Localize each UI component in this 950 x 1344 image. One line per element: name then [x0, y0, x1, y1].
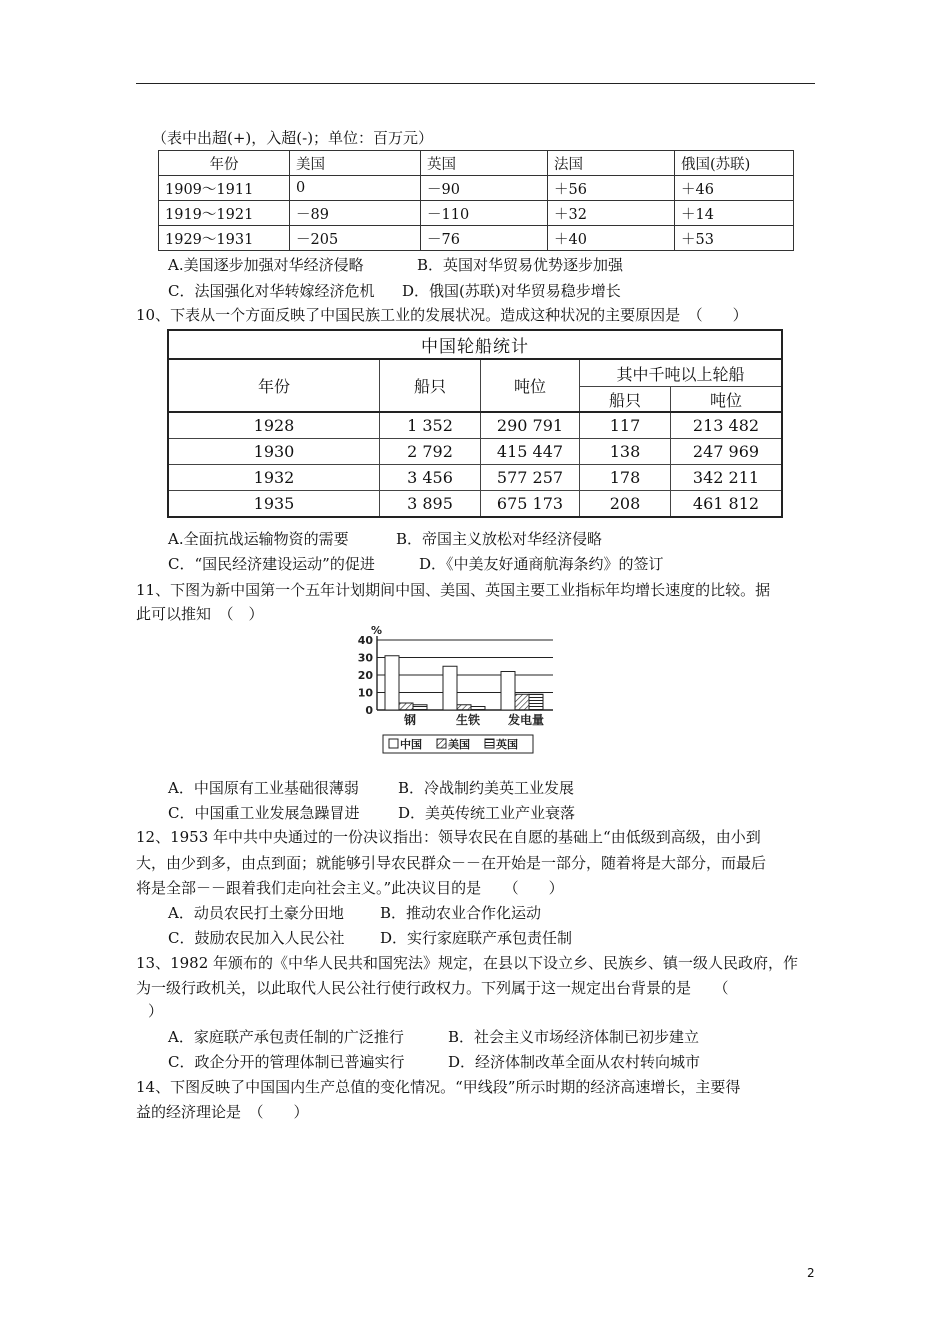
q10-option-d[interactable]: D．《中美友好通商航海条约》的签订 [419, 555, 664, 573]
steamship-table-title: 中国轮船统计 [168, 330, 782, 359]
y-tick-label: 10 [357, 686, 373, 700]
q12-option-c[interactable]: C．鼓励农民加入人民公社 [168, 929, 345, 947]
q11-option-a[interactable]: A．中国原有工业基础很薄弱 [168, 779, 359, 797]
header-france: 法国 [548, 151, 675, 176]
cell: －205 [290, 226, 421, 251]
cell: 213 482 [671, 412, 783, 439]
header-russia: 俄国(苏联) [675, 151, 794, 176]
cell: 1929～1931 [159, 226, 290, 251]
table-row [159, 176, 794, 201]
q10-stem: 10、下表从一个方面反映了中国民族工业的发展状况。造成这种状况的主要原因是 （ ） [136, 306, 748, 324]
cell: －76 [421, 226, 548, 251]
table-row [159, 201, 794, 226]
cell: 3 895 [380, 491, 481, 518]
cell: 1930 [168, 439, 380, 465]
cell: 290 791 [481, 412, 580, 439]
bar-美国 [457, 705, 471, 710]
table-row [168, 491, 782, 518]
header-tonnage: 吨位 [481, 359, 580, 412]
growth-bar-chart [355, 624, 555, 760]
table-row [159, 226, 794, 251]
legend-label: 英国 [496, 738, 518, 751]
header-uk: 英国 [421, 151, 548, 176]
q9-option-a[interactable]: A.美国逐步加强对华经济侵略 [168, 256, 364, 274]
y-tick-label: 40 [357, 634, 373, 647]
cell: 1919～1921 [159, 201, 290, 226]
bar-英国 [471, 707, 485, 711]
q13-option-c[interactable]: C．政企分开的管理体制已普遍实行 [168, 1053, 405, 1071]
cell: 1909～1911 [159, 176, 290, 201]
cell: ＋14 [675, 201, 794, 226]
cell: 342 211 [671, 465, 783, 491]
cell: 2 792 [380, 439, 481, 465]
cell: 117 [580, 412, 671, 439]
cell: 675 173 [481, 491, 580, 518]
q13-option-a[interactable]: A．家庭联产承包责任制的广泛推行 [168, 1028, 404, 1046]
q12-option-d[interactable]: D．实行家庭联产承包责任制 [380, 929, 573, 947]
cell: 1 352 [380, 412, 481, 439]
q11-option-d[interactable]: D．美英传统工业产业衰落 [398, 804, 576, 822]
q10-option-a[interactable]: A.全面抗战运输物资的需要 [168, 530, 349, 548]
q12-stem-line3: 将是全部－－跟着我们走向社会主义。”此决议目的是 （ ） [136, 879, 564, 897]
q9-option-b[interactable]: B．英国对华贸易优势逐步加强 [417, 256, 624, 274]
legend-swatch [437, 739, 446, 748]
cell: 138 [580, 439, 671, 465]
table-header-row [159, 151, 794, 176]
table-row [168, 439, 782, 465]
cell: ＋53 [675, 226, 794, 251]
cell: 208 [580, 491, 671, 518]
table-row [168, 465, 782, 491]
q12-stem-line2: 大，由少到多，由点到面；就能够引导农民群众－－在开始是一部分，随着将是大部分，而最后 [136, 854, 767, 872]
y-tick-label: 0 [365, 704, 373, 717]
cell: ＋32 [548, 201, 675, 226]
cell: 247 969 [671, 439, 783, 465]
header-year: 年份 [168, 359, 380, 412]
cell: 415 447 [481, 439, 580, 465]
cell: 0 [290, 176, 421, 201]
x-tick-label: 发电量 [507, 713, 545, 727]
q11-stem-line1: 11、下图为新中国第一个五年计划期间中国、美国、英国主要工业指标年均增长速度的比较。据 [136, 581, 771, 599]
cell: 3 456 [380, 465, 481, 491]
cell: ＋40 [548, 226, 675, 251]
q14-stem-line2: 益的经济理论是 （ ） [136, 1103, 309, 1121]
y-tick-label: 20 [357, 669, 373, 682]
y-tick-label: 30 [357, 651, 373, 665]
q13-option-d[interactable]: D．经济体制改革全面从农村转向城市 [448, 1053, 701, 1071]
q9-option-c[interactable]: C．法国强化对华转嫁经济危机 [168, 282, 375, 300]
q13-stem-line1: 13、1982 年颁布的《中华人民共和国宪法》规定，在县以下设立乡、民族乡、镇一级人民政府，作 [136, 954, 799, 972]
cell: －90 [421, 176, 548, 201]
q12-option-b[interactable]: B．推动农业合作化运动 [380, 904, 542, 922]
cell: ＋56 [548, 176, 675, 201]
q13-stem-line2: 为一级行政机关，以此取代人民公社行使行政权力。下列属于这一规定出台背景的是 （ [136, 979, 729, 997]
bar-美国 [515, 694, 529, 710]
q13-stem-line3: ） [148, 1002, 164, 1020]
cell: 577 257 [481, 465, 580, 491]
bar-中国 [385, 656, 399, 710]
y-axis-unit: % [371, 624, 383, 637]
cell: 1935 [168, 491, 380, 518]
header-group: 其中千吨以上轮船 [580, 359, 783, 387]
trade-balance-table [158, 150, 794, 251]
bar-英国 [529, 694, 543, 710]
chart-plot [358, 624, 553, 753]
cell: ＋46 [675, 176, 794, 201]
legend-swatch [485, 739, 494, 748]
header-year: 年份 [159, 151, 290, 176]
q12-option-a[interactable]: A．动员农民打土豪分田地 [168, 904, 344, 922]
bar-中国 [501, 672, 515, 711]
header-sub-tonnage: 吨位 [671, 387, 783, 413]
q11-option-c[interactable]: C．中国重工业发展急躁冒进 [168, 804, 360, 822]
q13-option-b[interactable]: B．社会主义市场经济体制已初步建立 [448, 1028, 700, 1046]
cell: －89 [290, 201, 421, 226]
cell: 461 812 [671, 491, 783, 518]
table-row [168, 412, 782, 439]
q12-stem-line1: 12、1953 年中共中央通过的一份决议指出：领导农民在自愿的基础上“由低级到高级，由小到 [136, 828, 761, 846]
legend-label: 中国 [400, 738, 422, 751]
page-number: 2 [807, 1266, 815, 1280]
q9-option-d[interactable]: D．俄国(苏联)对华贸易稳步增长 [402, 282, 621, 300]
q11-option-b[interactable]: B．冷战制约美英工业发展 [398, 779, 575, 797]
cell: 178 [580, 465, 671, 491]
header-rule [136, 83, 815, 84]
x-tick-label: 钢 [403, 713, 417, 727]
x-tick-label: 生铁 [455, 713, 481, 727]
q10-option-c[interactable]: C．“国民经济建设运动”的促进 [168, 555, 375, 573]
q14-stem-line1: 14、下图反映了中国国内生产总值的变化情况。“甲线段”所示时期的经济高速增长，主要得 [136, 1078, 741, 1096]
cell: 1928 [168, 412, 380, 439]
header-ships: 船只 [380, 359, 481, 412]
bar-英国 [413, 705, 427, 710]
q10-option-b[interactable]: B．帝国主义放松对华经济侵略 [396, 530, 603, 548]
steamship-table [167, 329, 783, 518]
cell: 1932 [168, 465, 380, 491]
header-usa: 美国 [290, 151, 421, 176]
legend-swatch [389, 739, 398, 748]
q11-stem-line2: 此可以推知 （ ） [136, 605, 264, 623]
header-sub-ships: 船只 [580, 387, 671, 413]
bar-美国 [399, 703, 413, 710]
cell: －110 [421, 201, 548, 226]
legend-label: 美国 [448, 738, 470, 751]
bar-中国 [443, 666, 457, 710]
table-note: （表中出超(+)，入超(-)；单位：百万元） [152, 129, 434, 147]
